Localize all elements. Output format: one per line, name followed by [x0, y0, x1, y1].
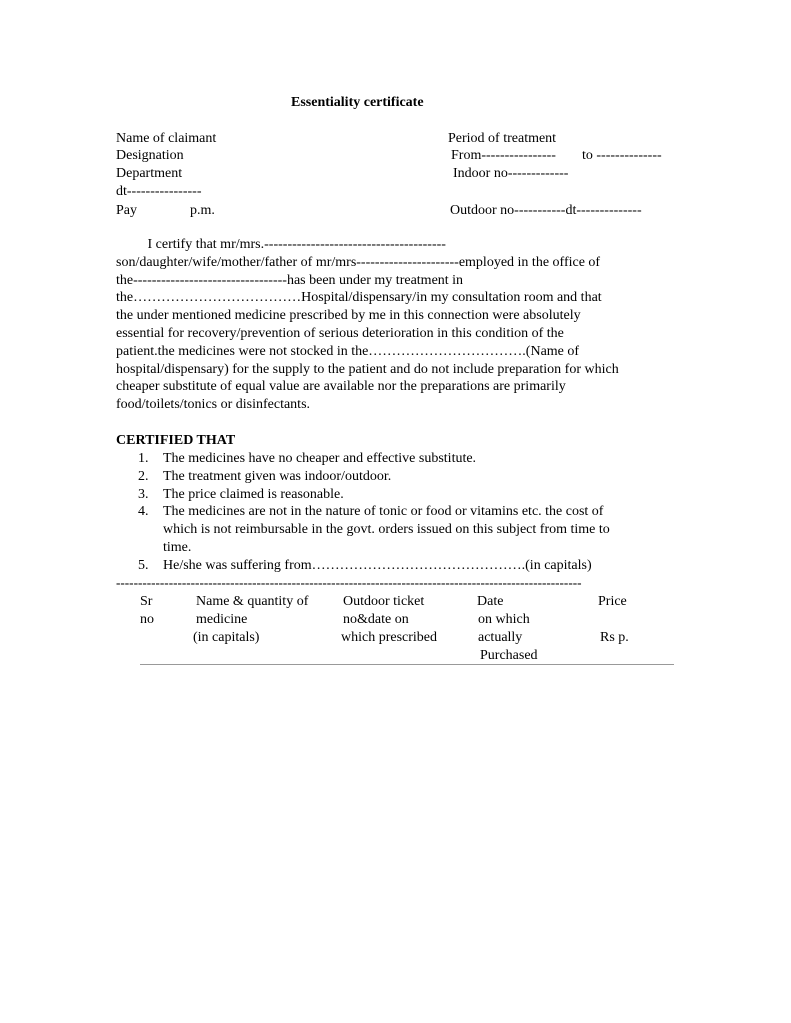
- col-sr-line1: Sr: [140, 594, 153, 609]
- paragraph-line: patient.the medicines were not stocked in the…………………………….(Name of: [116, 343, 580, 359]
- list-item-text: He/she was suffering from……………………………………….(in capitals): [163, 557, 592, 573]
- list-number: 4.: [138, 504, 149, 520]
- pm-label: p.m.: [190, 203, 215, 218]
- table-bottom-rule: [140, 664, 674, 665]
- dashed-separator: ----------------------------------------------------------------------------------------------------------: [116, 575, 582, 590]
- to-field: to --------------: [582, 148, 662, 163]
- outdoor-no-field: Outdoor no-----------dt--------------: [450, 203, 642, 218]
- list-item-text: which is not reimbursable in the govt. orders issued on this subject from time to: [163, 522, 610, 538]
- paragraph-line: I certify that mr/mrs.---------------------------------------: [116, 237, 446, 252]
- list-item-text: The treatment given was indoor/outdoor.: [163, 468, 392, 484]
- dt-field: dt----------------: [116, 184, 202, 199]
- list-number: 5.: [138, 557, 149, 573]
- paragraph-line: the………………………………Hospital/dispensary/in my consultation room and that: [116, 290, 602, 306]
- col-date-line3: actually: [478, 630, 523, 645]
- certified-list: [138, 450, 678, 575]
- list-item-text: The medicines are not in the nature of tonic or food or vitamins etc. the cost of: [163, 504, 604, 520]
- list-item: [138, 503, 678, 556]
- col-name-line1: Name & quantity of: [196, 594, 309, 609]
- paragraph-line: hospital/dispensary) for the supply to the patient and do not include preparation for which: [116, 361, 619, 377]
- col-price-line1: Price: [598, 594, 627, 609]
- paragraph-line: the---------------------------------has been under my treatment in: [116, 272, 464, 288]
- list-item-text: time.: [163, 539, 192, 555]
- col-ticket-line2: no&date on: [343, 612, 409, 627]
- col-date-line4: Purchased: [480, 648, 538, 663]
- paragraph-line: cheaper substitute of equal value are available nor the preparations are primarily: [116, 379, 566, 395]
- col-date-line2: on which: [478, 612, 530, 627]
- certification-paragraph: [116, 236, 676, 414]
- page-title: Essentiality certificate: [291, 95, 424, 110]
- col-sr-line2: no: [140, 612, 154, 627]
- department-label: Department: [116, 166, 183, 181]
- list-item: [138, 468, 678, 486]
- pay-label: Pay: [116, 203, 137, 218]
- paragraph-line: the under mentioned medicine prescribed by me in this connection were absolutely: [116, 308, 581, 324]
- col-date-line1: Date: [477, 594, 504, 609]
- list-item-text: The medicines have no cheaper and effective substitute.: [163, 451, 477, 466]
- col-ticket-line1: Outdoor ticket: [343, 594, 425, 609]
- claimant-name-label: Name of claimant: [116, 131, 217, 146]
- list-item-text: The price claimed is reasonable.: [163, 486, 344, 502]
- col-price-line3: Rs p.: [600, 630, 629, 645]
- col-name-line2: medicine: [196, 612, 248, 627]
- certified-that-heading: CERTIFIED THAT: [116, 433, 236, 448]
- paragraph-line: son/daughter/wife/mother/father of mr/mrs----------------------employed in the office of: [116, 254, 601, 270]
- list-item: [138, 450, 678, 468]
- period-of-treatment-label: Period of treatment: [448, 131, 557, 146]
- indoor-no-field: Indoor no-------------: [453, 166, 569, 181]
- designation-label: Designation: [116, 148, 184, 163]
- col-ticket-line3: which prescribed: [341, 630, 438, 645]
- paragraph-line: food/toilets/tonics or disinfectants.: [116, 397, 311, 413]
- list-item: [138, 486, 678, 504]
- list-item: [138, 557, 678, 575]
- list-number: 3.: [138, 486, 149, 502]
- list-number: 1.: [138, 451, 149, 466]
- paragraph-line: essential for recovery/prevention of serious deterioration in this condition of the: [116, 325, 564, 341]
- list-number: 2.: [138, 468, 149, 484]
- col-name-line3: (in capitals): [193, 630, 260, 645]
- from-field: From----------------: [451, 148, 556, 163]
